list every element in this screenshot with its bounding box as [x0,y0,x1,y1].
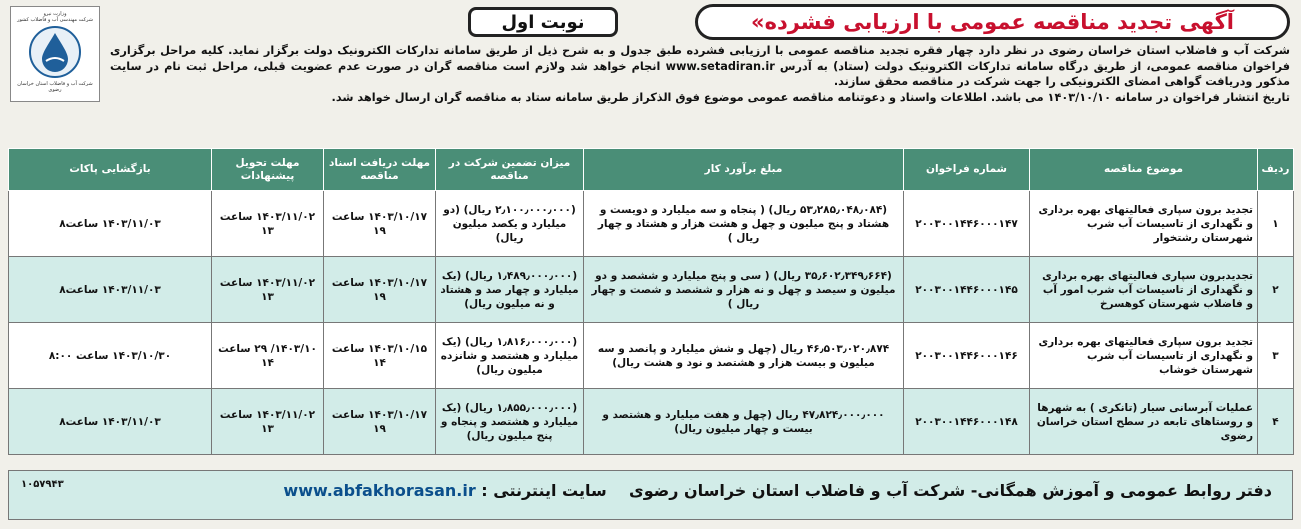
estimate-amount: ۴۶٫۵۰۳٫۰۲۰٫۸۷۴ ریال (چهل و شش میلیارد و پانصد و سه میلیون و بیست هزار و هشتصد و نود و هشت ریال) [584,323,904,389]
intro-paragraph-2: تاریخ انتشار فراخوان در سامانه ۱۴۰۳/۱۰/۱۰ می باشد. اطلاعات واسناد و دعوتنامه مناقصه عمومی موضوع فوق الذکراز طریق سامانه ستاد به مناقصه گران ارسال خواهد شد. [331,90,1290,104]
guarantee-amount: (۱٫۸۵۵٫۰۰۰٫۰۰۰ ریال) (یک میلیارد و هشتصد و پنجاه و پنج میلیون ریال) [436,389,584,455]
opening-date: ۱۴۰۳/۱۱/۰۳ ساعت۸ [9,389,212,455]
row-number: ۲ [1258,257,1294,323]
delivery-deadline: ۱۴۰۳/۱۱/۰۲ ساعت ۱۳ [212,389,324,455]
logo-line-1: وزارت نیرو [43,11,67,17]
tender-subject: تجدید برون سپاری فعالیتهای بهره برداری و نگهداری از تاسیسات آب شرب شهرستان رشتخوار [1030,191,1258,257]
row-number: ۴ [1258,389,1294,455]
call-number: ۲۰۰۳۰۰۱۴۴۶۰۰۰۱۴۶ [904,323,1030,389]
round-badge [468,7,618,37]
receive-deadline: ۱۴۰۳/۱۰/۱۵ ساعت ۱۴ [324,323,436,389]
opening-date: ۱۴۰۳/۱۱/۰۳ ساعت۸ [9,257,212,323]
footer-text [283,481,1272,500]
col-header-delivery-deadline: مهلت تحویل پیشنهادات [212,149,324,191]
guarantee-amount: (۱٫۸۱۶٫۰۰۰٫۰۰۰ ریال) (یک میلیارد و هشتصد و شانزده میلیون ریال) [436,323,584,389]
logo-line-3: شرکت آب و فاضلاب استان خراسان رضوی [17,81,93,93]
notice-title: آگهی تجدید مناقصه عمومی با ارزیابی فشرده» [751,10,1234,34]
delivery-deadline: ۱۴۰۳/۱۱/۰۲ ساعت ۱۳ [212,257,324,323]
col-header-call-number: شماره فراخوان [904,149,1030,191]
water-drop-logo-icon [28,25,82,79]
table-row [9,323,1294,389]
opening-date: ۱۴۰۳/۱۰/۳۰ ساعت ۸:۰۰ [9,323,212,389]
col-header-row-number: ردیف [1258,149,1294,191]
intro-paragraph-1: شرکت آب و فاضلاب استان خراسان رضوی در نظر دارد چهار فقره تجدید مناقصه عمومی با ارزیابی فشرده طبق جدول و به شرح ذیل از طریق سامانه تدارکات الکترونیک دولت برگزار نماید. کلیه مراحل برگزاری فراخوان مناقصه عمومی، از طریق درگاه سامانه تدارکات الکترونیک دولت (ستاد) به آدرس www.setadiran.ir انجام خواهد شد ولازم است مناقصه گران در صورت عدم عضویت قبلی، مراحل ثبت نام در سایت مذکور ودریافت گواهی امضای الکترونیکی را جهت شرکت در مناقصه محقق سازند. [110,44,1290,88]
guarantee-amount: (۱٫۴۸۹٫۰۰۰٫۰۰۰ ریال) (یک میلیارد و چهار صد و هشتاد و نه میلیون ریال) [436,257,584,323]
tender-subject: تجدیدبرون سپاری فعالیتهای بهره برداری و نگهداری از تاسیسات آب شرب امور آب و فاضلاب شهرستان کوهسرخ [1030,257,1258,323]
estimate-amount: (۳۵٫۶۰۲٫۳۴۹٫۶۶۴ ریال) ( سی و پنج میلیارد و ششصد و دو میلیون و سیصد و چهل و نه هزار و ششصد و شصت و چهار ریال ) [584,257,904,323]
intro-text [110,43,1290,105]
opening-date: ۱۴۰۳/۱۱/۰۳ ساعت۸ [9,191,212,257]
delivery-deadline: ۱۴۰۳/۱۱/۰۲ ساعت ۱۳ [212,191,324,257]
footer-bar [8,470,1293,520]
estimate-amount: (۵۳٫۲۸۵٫۰۴۸٫۰۸۴ ریال) ( پنجاه و سه میلیارد و دویست و هشتاد و پنج میلیون و چهل و هشت هزار و هشتاد و چهار ریال ) [584,191,904,257]
call-number: ۲۰۰۳۰۰۱۴۴۶۰۰۰۱۴۸ [904,389,1030,455]
table-row [9,257,1294,323]
round-label: نوبت اول [501,11,585,33]
delivery-deadline: ۱۴۰۳/۱۰/ ۲۹ ساعت ۱۴ [212,323,324,389]
row-number: ۳ [1258,323,1294,389]
col-header-opening: بازگشایی پاکات [9,149,212,191]
call-number: ۲۰۰۳۰۰۱۴۴۶۰۰۰۱۴۵ [904,257,1030,323]
footer-website-link[interactable]: www.abfakhorasan.ir [283,481,476,500]
col-header-receive-deadline: مهلت دریافت اسناد مناقصه [324,149,436,191]
notice-title-banner [695,4,1290,40]
table-row [9,191,1294,257]
organization-logo [10,6,100,102]
receive-deadline: ۱۴۰۳/۱۰/۱۷ ساعت ۱۹ [324,191,436,257]
notice-code: ۱۰۵۷۹۴۳ [21,479,64,490]
tender-subject: تجدید برون سپاری فعالیتهای بهره برداری و نگهداری از تاسیسات آب شرب شهرستان خوشاب [1030,323,1258,389]
table-header-row [9,149,1294,191]
receive-deadline: ۱۴۰۳/۱۰/۱۷ ساعت ۱۹ [324,257,436,323]
footer-site-label: سایت اینترنتی : [481,481,607,500]
call-number: ۲۰۰۳۰۰۱۴۴۶۰۰۰۱۴۷ [904,191,1030,257]
col-header-subject: موضوع مناقصه [1030,149,1258,191]
row-number: ۱ [1258,191,1294,257]
guarantee-amount: (۲٫۱۰۰٫۰۰۰٫۰۰۰ ریال) (دو میلیارد و یکصد میلیون ریال) [436,191,584,257]
tender-subject: عملیات آبرسانی سیار (تانکری ) به شهرها و روستاهای تابعه در سطح استان خراسان رضوی [1030,389,1258,455]
table-row [9,389,1294,455]
logo-line-2: شرکت مهندسی آب و فاضلاب کشور [17,17,93,23]
footer-office: دفتر روابط عمومی و آموزش همگانی- شرکت آب و فاضلاب استان خراسان رضوی [629,481,1272,500]
estimate-amount: ۴۷٫۸۲۴٫۰۰۰٫۰۰۰ ریال (چهل و هفت میلیارد و هشتصد و بیست و چهار میلیون ریال) [584,389,904,455]
tender-table [8,148,1294,455]
col-header-estimate: مبلغ برآورد کار [584,149,904,191]
col-header-guarantee: میزان تضمین شرکت در مناقصه [436,149,584,191]
receive-deadline: ۱۴۰۳/۱۰/۱۷ ساعت ۱۹ [324,389,436,455]
